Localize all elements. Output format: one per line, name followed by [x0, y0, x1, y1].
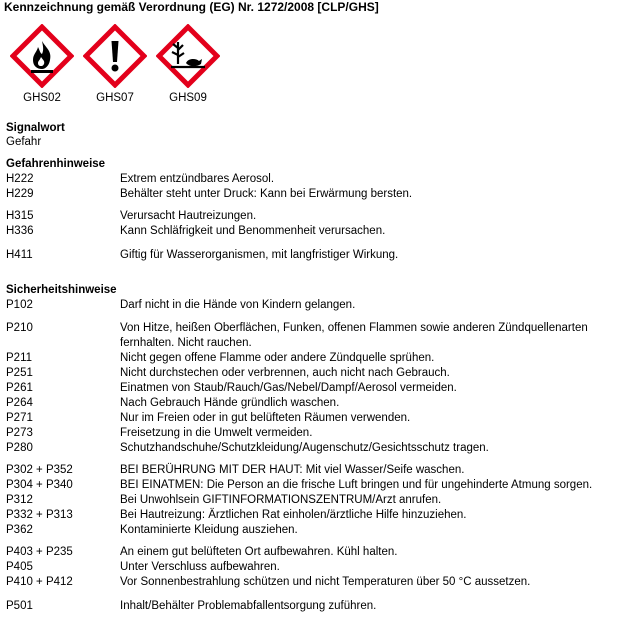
precaution-text: Vor Sonnenbestrahlung schützen und nicht Temperaturen über 50 °C aussetzen.	[120, 576, 531, 588]
precaution-text: Darf nicht in die Hände von Kindern gelangen.	[120, 299, 356, 311]
precaution-text: BEI EINATMEN: Die Person an die frische Luft bringen und für ungehinderte Atmung sorgen.	[120, 479, 593, 491]
precaution-code: P280	[6, 442, 33, 454]
precaution-code: P332 + P313	[6, 509, 73, 521]
precaution-code: P261	[6, 382, 33, 394]
precaution-text: An einem gut belüfteten Ort aufbewahren. Kühl halten.	[120, 546, 398, 558]
precaution-text: Kontaminierte Kleidung ausziehen.	[120, 524, 298, 536]
hazard-code: H229	[6, 188, 34, 200]
hazard-code: H222	[6, 173, 34, 185]
precaution-text: Bei Unwohlsein GIFTINFORMATIONSZENTRUM/Arzt anrufen.	[120, 494, 442, 506]
ghs02-label: GHS02	[23, 92, 61, 104]
exclamation-icon	[83, 24, 147, 88]
precaution-code: P264	[6, 397, 33, 409]
precaution-code: P501	[6, 600, 33, 612]
hazard-text: Kann Schläfrigkeit und Benommenheit verursachen.	[120, 225, 386, 237]
signal-heading: Signalwort	[6, 122, 65, 134]
precaution-text: Inhalt/Behälter Problemabfallentsorgung zuführen.	[120, 600, 377, 612]
precaution-text: Nur im Freien oder in gut belüfteten Räumen verwenden.	[120, 412, 411, 424]
precaution-text: Von Hitze, heißen Oberflächen, Funken, offenen Flammen sowie anderen Zündquellenarten	[120, 322, 588, 334]
precaution-text-continued: fernhalten. Nicht rauchen.	[120, 337, 252, 349]
hazard-code: H411	[6, 249, 33, 261]
precaution-code: P211	[6, 352, 33, 364]
precaution-code: P304 + P340	[6, 479, 73, 491]
signal-value: Gefahr	[6, 136, 42, 148]
precaution-code: P271	[6, 412, 33, 424]
hazard-text: Giftig für Wasserorganismen, mit langfristiger Wirkung.	[120, 249, 399, 261]
precaution-text: Freisetzung in die Umwelt vermeiden.	[120, 427, 313, 439]
precautions-heading: Sicherheitshinweise	[6, 284, 117, 296]
precaution-text: Schutzhandschuhe/Schutzkleidung/Augenschutz/Gesichtsschutz tragen.	[120, 442, 489, 454]
precaution-code: P273	[6, 427, 33, 439]
precaution-code: P102	[6, 299, 33, 311]
page-title: Kennzeichnung gemäß Verordnung (EG) Nr. 1272/2008 [CLP/GHS]	[4, 0, 379, 14]
precaution-text: Nach Gebrauch Hände gründlich waschen.	[120, 397, 340, 409]
ghs09-label: GHS09	[169, 92, 207, 104]
environment-icon	[156, 24, 220, 88]
hazard-text: Behälter steht unter Druck: Kann bei Erwärmung bersten.	[120, 188, 413, 200]
precaution-code: P251	[6, 367, 33, 379]
precaution-text: BEI BERÜHRUNG MIT DER HAUT: Mit viel Wasser/Seife waschen.	[120, 464, 465, 476]
precaution-code: P312	[6, 494, 33, 506]
flame-icon	[10, 24, 74, 88]
precaution-text: Einatmen von Staub/Rauch/Gas/Nebel/Dampf/Aerosol vermeiden.	[120, 382, 457, 394]
hazard-text: Extrem entzündbares Aerosol.	[120, 173, 275, 185]
hazards-heading: Gefahrenhinweise	[6, 158, 106, 170]
ghs07-label: GHS07	[96, 92, 134, 104]
precaution-code: P410 + P412	[6, 576, 73, 588]
precaution-text: Nicht durchstechen oder verbrennen, auch nicht nach Gebrauch.	[120, 367, 450, 379]
precaution-text: Bei Hautreizung: Ärztlichen Rat einholen/ärztliche Hilfe hinzuziehen.	[120, 509, 467, 521]
precaution-code: P210	[6, 322, 33, 334]
precaution-code: P302 + P352	[6, 464, 73, 476]
hazard-code: H336	[6, 225, 34, 237]
hazard-text: Verursacht Hautreizungen.	[120, 210, 257, 222]
precaution-text: Nicht gegen offene Flamme oder andere Zündquelle sprühen.	[120, 352, 435, 364]
precaution-code: P403 + P235	[6, 546, 73, 558]
hazard-code: H315	[6, 210, 34, 222]
precaution-text: Unter Verschluss aufbewahren.	[120, 561, 280, 573]
precaution-code: P405	[6, 561, 33, 573]
precaution-code: P362	[6, 524, 33, 536]
